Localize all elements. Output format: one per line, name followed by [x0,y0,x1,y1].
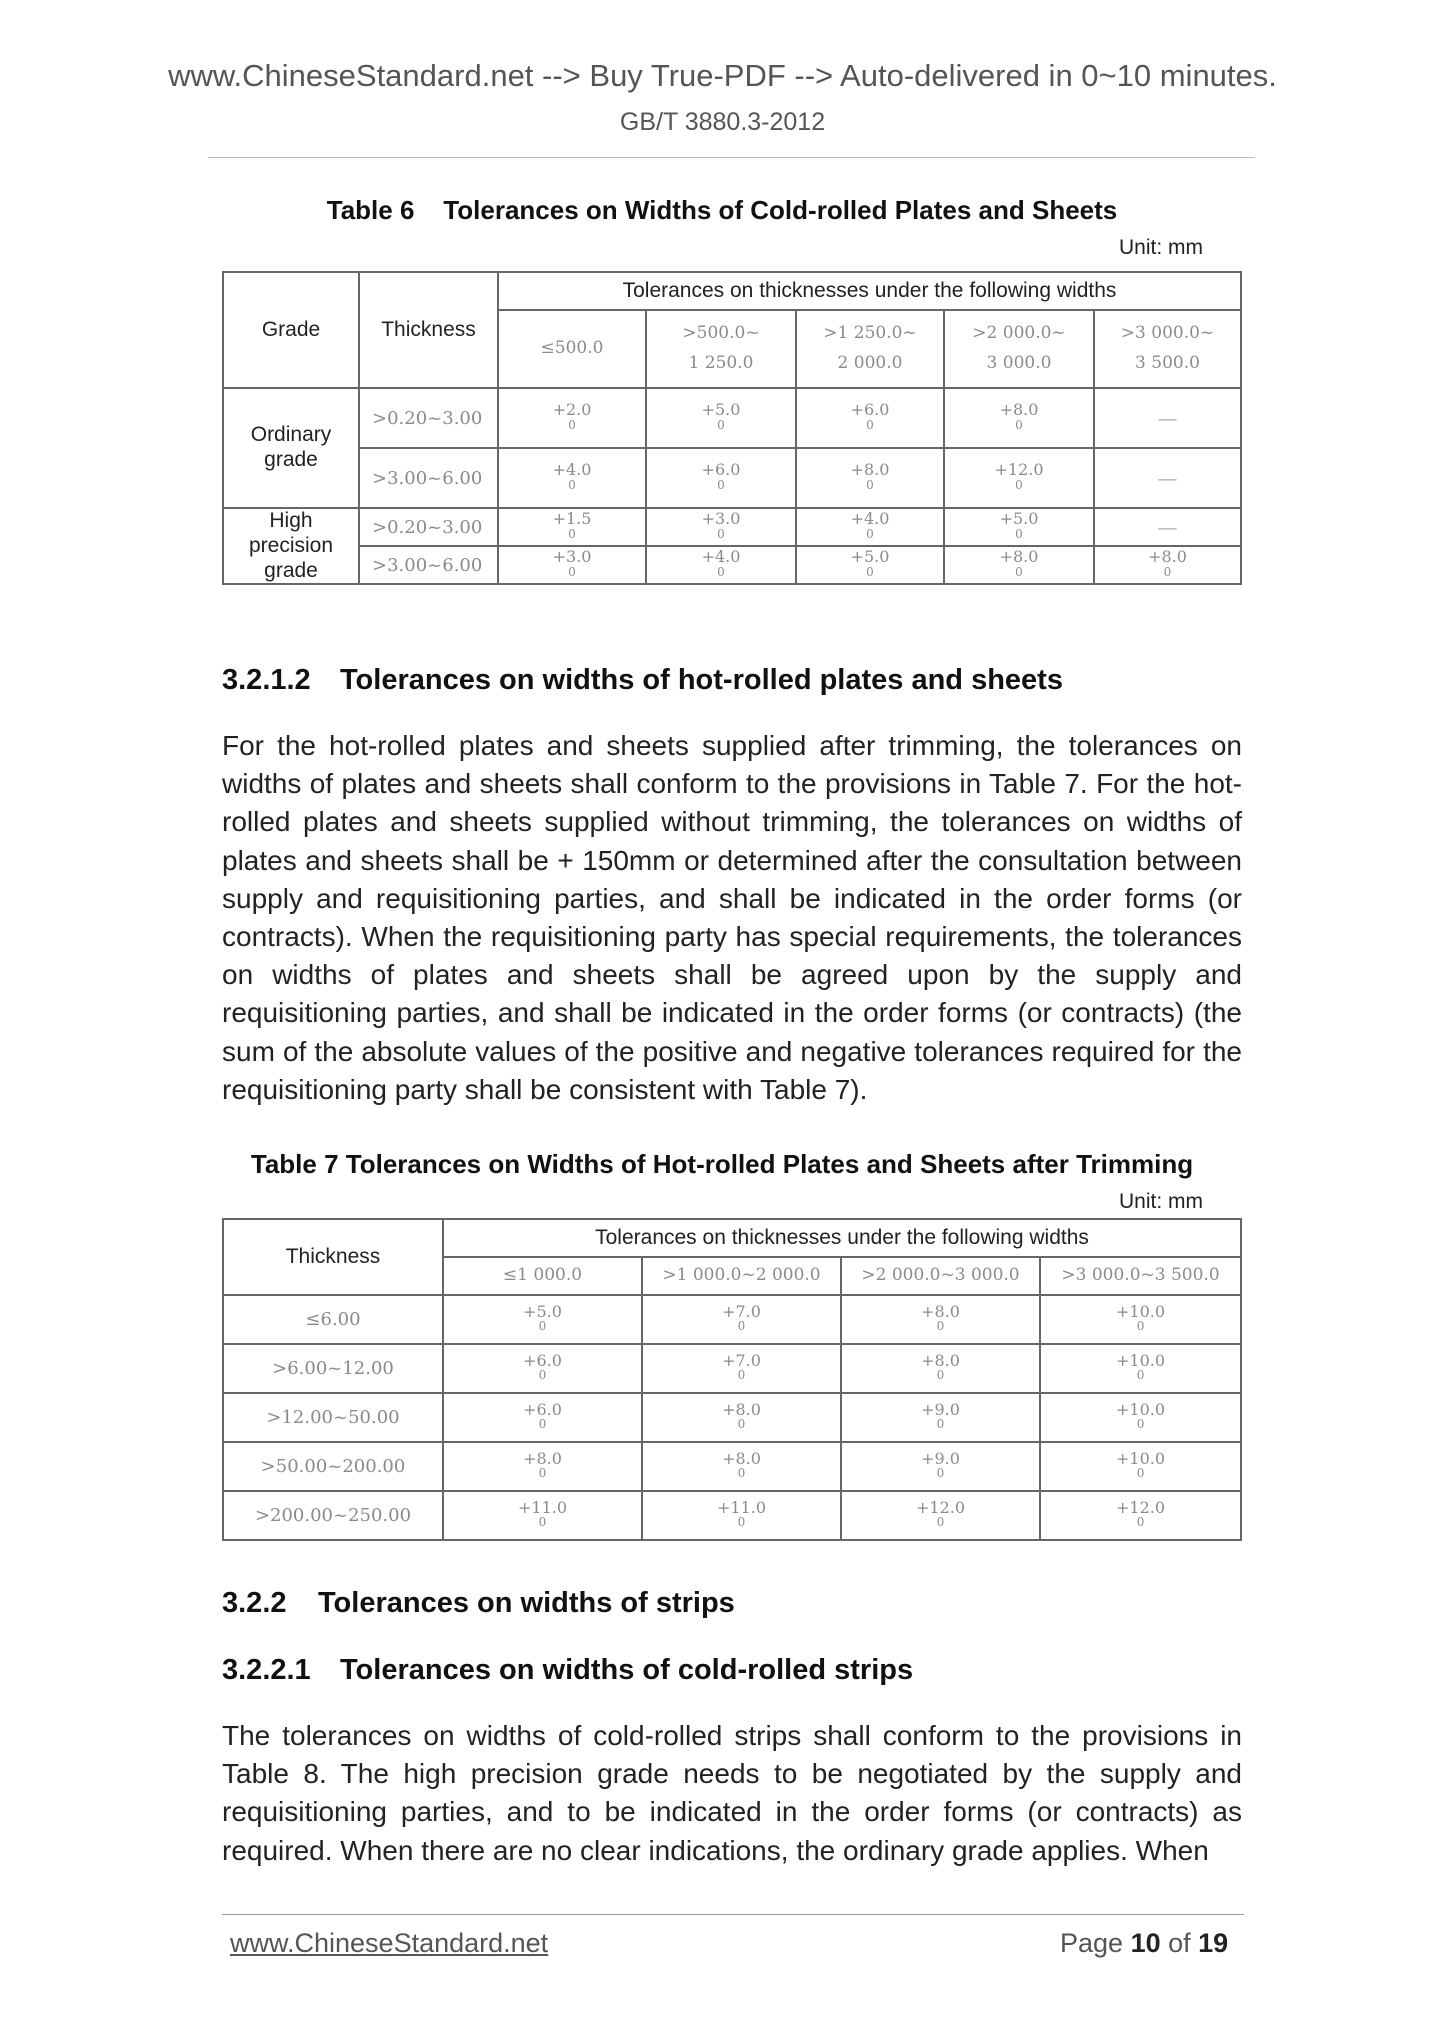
section-number: 3.2.1.2 [222,664,311,696]
upper-deviation: +5.0 [701,400,741,420]
lower-deviation: 0 [1015,417,1023,432]
lower-deviation: 0 [866,526,874,541]
tolerance-value [553,402,592,431]
width-range-start: >500.0~ [682,323,760,344]
tolerance-cell [1040,1491,1241,1540]
empty-dash: — [1157,406,1178,430]
tolerance-value [1000,549,1039,578]
lower-deviation: 0 [717,565,725,580]
table-row [223,1393,1241,1442]
upper-deviation: +1.5 [552,509,592,529]
tolerance-value [722,1301,761,1334]
upper-deviation: +12.0 [915,1497,966,1517]
page-total: 19 [1198,1928,1229,1958]
tolerance-value [702,402,741,431]
tolerance-cell [841,1344,1040,1393]
tolerance-value [722,1448,761,1481]
tolerance-value [523,1350,562,1383]
width-range-start: >3 000.0~ [1120,323,1215,344]
lower-deviation: 0 [737,1466,746,1481]
upper-deviation: +5.0 [999,509,1039,529]
section-3-2-2-1-body: The tolerances on widths of cold-rolled strips shall conform to the provisions in Table 8. The high precision grade needs to be negotiated by the supply and requisitioning parties, and to be indicated in the order forms (or contracts) as required. When there are no clear indications, the ordinary grade applies. When [222,1720,1242,1866]
lower-deviation: 0 [936,1368,945,1383]
tolerance-cell [944,508,1094,546]
width-range-end: 1 250.0 [688,353,754,373]
upper-deviation: +3.0 [552,547,592,567]
upper-deviation: +4.0 [701,547,741,567]
page-of: of [1160,1928,1199,1958]
table6-caption: Table 6 Tolerances on Widths of Cold-rolled Plates and Sheets [326,195,1118,225]
upper-deviation: +9.0 [921,1448,960,1468]
lower-deviation: 0 [717,417,725,432]
table-row [223,1491,1241,1540]
upper-deviation: +11.0 [716,1497,767,1517]
section-3-2-1-2-body: For the hot-rolled plates and sheets supplied after trimming, the tolerances on widths of plates and sheets shall conform to the provisions in Table 7. For the hot-rolled plates and sheets supplied without trimming, the tolerances on widths of plates and sheets shall be + 150mm or determined after the consultation between supply and requisitioning parties, and shall be indicated in the order forms (or contracts). When the requisitioning party has special requirements, the tolerances on widths of plates and sheets shall be agreed upon by the supply and requisitioning parties, and shall be indicated in the order forms (or contracts) (the sum of the absolute values of the positive and negative tolerances required for the requisitioning party shall be consistent with Table 7). [222,730,1242,1105]
tolerance-cell [443,1491,642,1540]
tolerance-cell [443,1393,642,1442]
grade-cell: Ordinary grade [223,388,359,508]
tolerance-cell [443,1442,642,1491]
lower-deviation: 0 [538,1466,547,1481]
table6-header-span: Tolerances on thicknesses under the following widths [498,272,1241,310]
tolerance-cell [642,1344,841,1393]
empty-dash: — [1157,515,1178,540]
tolerance-value [722,1350,761,1383]
tolerance-cell [944,388,1094,448]
upper-deviation: +12.0 [994,460,1044,480]
upper-deviation: +8.0 [921,1350,960,1370]
upper-deviation: +8.0 [722,1448,761,1468]
table-row [223,1344,1241,1393]
tolerance-cell [796,388,944,448]
tolerance-cell [1040,1442,1241,1491]
table6-width-header [646,310,796,388]
upper-deviation: +11.0 [517,1497,568,1517]
upper-deviation: +7.0 [722,1301,761,1321]
tolerance-cell [841,1393,1040,1442]
lower-deviation: 0 [717,526,725,541]
tolerance-cell [443,1344,642,1393]
tolerance-value [702,549,741,578]
tolerance-cell [646,388,796,448]
tolerance-cell [1094,448,1241,508]
tolerance-value [702,511,741,540]
table7-header-span: Tolerances on thicknesses under the following widths [443,1219,1241,1257]
table-row [223,1442,1241,1491]
tolerance-cell [1040,1344,1241,1393]
upper-deviation: +6.0 [523,1399,562,1419]
tolerance-cell [498,546,646,584]
tolerance-cell [1040,1295,1241,1344]
table7-caption: Table 7 Tolerances on Widths of Hot-rolled Plates and Sheets after Trimming [250,1149,1194,1179]
tolerance-value [1000,511,1039,540]
tolerance-cell [944,448,1094,508]
lower-deviation: 0 [737,1319,746,1334]
tolerance-cell [1094,508,1241,546]
table7 [222,1218,1242,1541]
tolerance-value [553,462,592,491]
width-range-start: >1 250.0~ [823,323,917,344]
tolerance-value [702,462,741,491]
upper-deviation: +10.0 [1116,1350,1166,1370]
tolerance-value [921,1301,960,1334]
thickness-cell: >3.00~6.00 [359,546,498,584]
tolerance-cell [642,1393,841,1442]
lower-deviation: 0 [1136,1368,1145,1383]
tolerance-value [1116,1399,1166,1432]
table7-width-header: >3 000.0~3 500.0 [1040,1257,1241,1295]
tolerance-cell [443,1295,642,1344]
table-row [223,508,1241,546]
width-range-start: ≤500.0 [540,338,604,359]
upper-deviation: +5.0 [523,1301,562,1321]
tolerance-cell [642,1442,841,1491]
page-current: 10 [1130,1928,1161,1958]
upper-deviation: +8.0 [999,400,1039,420]
upper-deviation: +3.0 [701,509,741,529]
upper-deviation: +8.0 [722,1399,761,1419]
header-banner-link[interactable]: www.ChineseStandard.net --> Buy True-PDF --> Auto-delivered in 0~10 minutes. [168,58,1277,93]
section-3-2-2-1-heading [222,1654,913,1687]
tolerance-value [722,1399,761,1432]
section-title: Tolerances on widths of strips [318,1587,735,1619]
upper-deviation: +6.0 [523,1350,562,1370]
lower-deviation: 0 [936,1417,945,1432]
standard-number: GB/T 3880.3-2012 [619,108,826,136]
tolerance-value [523,1301,562,1334]
lower-deviation: 0 [737,1368,746,1383]
thickness-cell: >50.00~200.00 [223,1442,443,1491]
lower-deviation: 0 [1015,477,1023,492]
thickness-cell: >0.20~3.00 [359,508,498,546]
lower-deviation: 0 [568,526,576,541]
table6 [222,271,1242,585]
lower-deviation: 0 [1015,565,1023,580]
upper-deviation: +10.0 [1116,1448,1166,1468]
footer-divider [222,1914,1244,1915]
upper-deviation: +8.0 [921,1301,960,1321]
tolerance-cell [642,1491,841,1540]
upper-deviation: +6.0 [701,460,741,480]
table6-unit: Unit: mm [1119,236,1203,259]
lower-deviation: 0 [1136,1319,1145,1334]
tolerance-value [716,1497,767,1530]
table7-header-thickness: Thickness [223,1219,443,1295]
tolerance-value [1000,402,1039,431]
upper-deviation: +4.0 [850,509,890,529]
lower-deviation: 0 [717,477,725,492]
upper-deviation: +6.0 [850,400,890,420]
upper-deviation: +10.0 [1116,1399,1166,1419]
lower-deviation: 0 [568,565,576,580]
page-indicator [1060,1928,1228,1959]
table6-width-header [796,310,944,388]
upper-deviation: +10.0 [1116,1301,1166,1321]
thickness-cell: >200.00~250.00 [223,1491,443,1540]
grade-cell: High precision grade [223,508,359,584]
lower-deviation: 0 [538,1319,547,1334]
lower-deviation: 0 [866,477,874,492]
upper-deviation: +8.0 [523,1448,562,1468]
empty-dash: — [1157,466,1178,490]
thickness-cell: >3.00~6.00 [359,448,498,508]
tolerance-value [921,1350,960,1383]
lower-deviation: 0 [1015,526,1023,541]
lower-deviation: 0 [866,417,874,432]
tolerance-value [1116,1350,1166,1383]
width-range-end: 3 500.0 [1135,353,1200,373]
tolerance-cell [646,448,796,508]
table-row [223,448,1241,508]
table6-width-header [944,310,1094,388]
table6-width-header [498,310,646,388]
table-row [223,1295,1241,1344]
table6-header-grade: Grade [223,272,359,388]
tolerance-value [921,1399,960,1432]
footer-site-link[interactable]: www.ChineseStandard.net [230,1928,549,1958]
section-3-2-1-2-heading [222,664,1063,697]
tolerance-cell [1094,388,1241,448]
thickness-cell: >12.00~50.00 [223,1393,443,1442]
lower-deviation: 0 [538,1368,547,1383]
lower-deviation: 0 [568,477,576,492]
table7-unit: Unit: mm [1119,1190,1203,1213]
upper-deviation: +4.0 [552,460,592,480]
upper-deviation: +9.0 [921,1399,960,1419]
tolerance-value [915,1497,966,1530]
tolerance-value [523,1448,562,1481]
upper-deviation: +5.0 [850,547,890,567]
table7-width-header: ≤1 000.0 [443,1257,642,1295]
table-row [223,388,1241,448]
tolerance-value [921,1448,960,1481]
tolerance-cell [841,1295,1040,1344]
tolerance-cell [498,388,646,448]
table7-width-header: >2 000.0~3 000.0 [841,1257,1040,1295]
upper-deviation: +8.0 [999,547,1039,567]
tolerance-value [523,1399,562,1432]
tolerance-cell [1094,546,1241,584]
upper-deviation: +8.0 [1148,547,1187,567]
tolerance-cell [646,546,796,584]
lower-deviation: 0 [936,1515,945,1530]
lower-deviation: 0 [538,1515,547,1530]
tolerance-cell [646,508,796,546]
lower-deviation: 0 [1136,1515,1145,1530]
tolerance-cell [1040,1393,1241,1442]
lower-deviation: 0 [737,1515,746,1530]
tolerance-value [1116,1448,1166,1481]
table-row [223,546,1241,584]
header-divider [208,157,1255,158]
thickness-cell: ≤6.00 [223,1295,443,1344]
thickness-cell: >0.20~3.00 [359,388,498,448]
tolerance-value [851,402,890,431]
page-prefix: Page [1060,1928,1131,1958]
lower-deviation: 0 [1136,1417,1145,1432]
tolerance-value [553,549,592,578]
tolerance-value [851,511,890,540]
width-range-start: >2 000.0~ [972,323,1066,344]
table6-width-header [1094,310,1241,388]
tolerance-cell [498,508,646,546]
upper-deviation: +12.0 [1116,1497,1166,1517]
lower-deviation: 0 [936,1466,945,1481]
lower-deviation: 0 [538,1417,547,1432]
tolerance-cell [841,1442,1040,1491]
table7-width-header: >1 000.0~2 000.0 [642,1257,841,1295]
tolerance-value [1148,549,1187,578]
lower-deviation: 0 [1136,1466,1145,1481]
tolerance-cell [642,1295,841,1344]
upper-deviation: +2.0 [552,400,592,420]
width-range-end: 2 000.0 [837,353,903,373]
tolerance-cell [796,448,944,508]
table6-header-thickness: Thickness [359,272,498,388]
thickness-cell: >6.00~12.00 [223,1344,443,1393]
lower-deviation: 0 [1163,565,1172,580]
section-3-2-2-heading [222,1587,735,1620]
lower-deviation: 0 [866,565,874,580]
tolerance-cell [796,546,944,584]
tolerance-value [994,462,1043,491]
tolerance-cell [944,546,1094,584]
tolerance-value [1116,1301,1166,1334]
section-number: 3.2.2.1 [222,1654,311,1686]
lower-deviation: 0 [936,1319,945,1334]
lower-deviation: 0 [568,417,576,432]
tolerance-value [851,549,890,578]
section-number: 3.2.2 [222,1587,287,1619]
tolerance-cell [841,1491,1040,1540]
upper-deviation: +8.0 [850,460,890,480]
tolerance-value [1116,1497,1166,1530]
width-range-end: 3 000.0 [986,353,1052,373]
tolerance-value [851,462,890,491]
lower-deviation: 0 [737,1417,746,1432]
tolerance-value [517,1497,568,1530]
section-title: Tolerances on widths of cold-rolled strips [340,1654,914,1686]
tolerance-cell [796,508,944,546]
section-title: Tolerances on widths of hot-rolled plates and sheets [340,664,1063,696]
tolerance-cell [498,448,646,508]
tolerance-value [553,511,592,540]
upper-deviation: +7.0 [722,1350,761,1370]
